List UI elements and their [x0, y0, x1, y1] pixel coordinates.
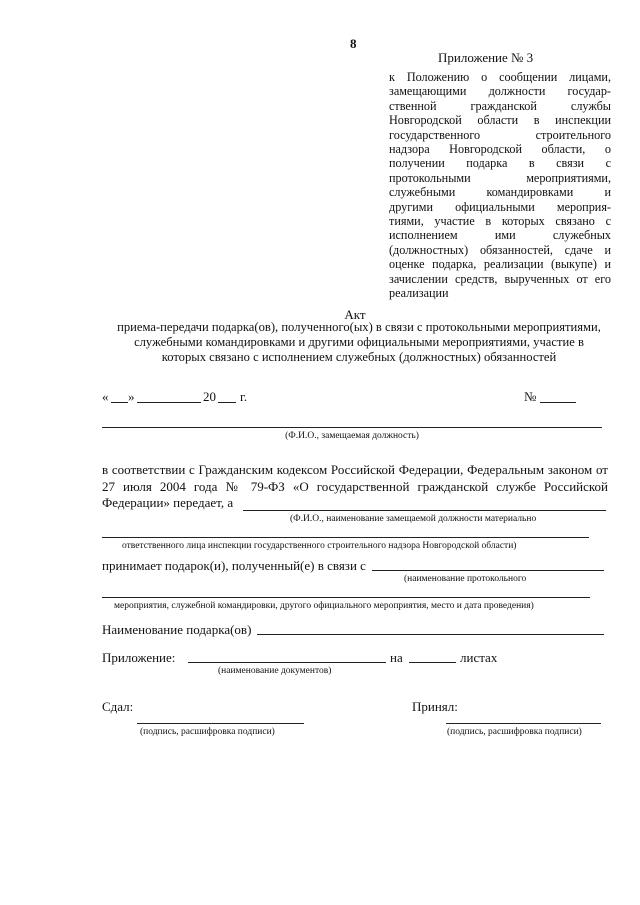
event-field-2[interactable] — [102, 597, 590, 598]
act-subtitle-line: служебными командировками и другими официальными мероприятиями, участие в — [134, 335, 584, 349]
annex-line: получении подарка в связи с — [389, 156, 611, 171]
annex-line: к Положению о сообщении лицами, — [389, 70, 611, 84]
accepted-signature-field[interactable] — [446, 723, 601, 724]
accepted-caption: (подпись, расшифровка подписи) — [447, 727, 582, 737]
paragraph-line: 27 июля 2004 года № 79-ФЗ «О государственной гражданской службе Российской — [102, 478, 608, 494]
annex-line: реализации — [389, 286, 449, 301]
event-field[interactable] — [372, 570, 604, 571]
annex-line: другими официальными мероприя- — [389, 199, 611, 214]
caption-fio-position: (Ф.И.О., замещаемая должность) — [285, 431, 419, 441]
annex-line: Новгородской области в инспекции — [389, 113, 611, 128]
attachment-on-label: на — [390, 650, 403, 665]
date-month-field[interactable] — [137, 402, 201, 403]
act-title: Акт — [344, 307, 366, 322]
responsible-person-field-2[interactable] — [102, 537, 589, 538]
paragraph-line: в соответствии с Гражданским кодексом Российской Федерации, Федеральным законом от — [102, 462, 608, 477]
handed-label: Сдал: — [102, 699, 134, 714]
annex-line: зачислении средств, вырученных от его — [389, 271, 611, 286]
date-close-quote: » — [128, 389, 135, 404]
date-open-quote: « — [102, 389, 109, 404]
annex-line: исполнением ими служебных — [389, 228, 611, 243]
paragraph-line: Федерации» передает, а — [102, 495, 234, 510]
handed-signature-field[interactable] — [137, 723, 304, 724]
caption-event-2: мероприятия, служебной командировки, другого официального мероприятия, место и дата проведения) — [114, 601, 534, 611]
accepts-label: принимает подарок(и), полученный(е) в связи с — [102, 558, 366, 573]
annex-line: замещающими должности государ- — [389, 84, 611, 99]
act-subtitle-line: приема-передачи подарка(ов), полученного(ых) в связи с протокольными мероприятиями, — [117, 320, 601, 334]
annex-line: надзора Новгородской области, о — [389, 142, 611, 157]
date-day-field[interactable] — [111, 402, 128, 403]
act-subtitle — [98, 320, 620, 365]
gift-name-label: Наименование подарка(ов) — [102, 622, 252, 637]
annex-line: тиями, участие в которых связано с — [389, 214, 611, 229]
act-subtitle-line: которых связано с исполнением служебных (должностных) обязанностей — [161, 350, 557, 364]
annex-line: протокольными мероприятиями, — [389, 170, 611, 185]
annex-line: государственного строительного — [389, 127, 611, 142]
date-year-field[interactable] — [218, 402, 236, 403]
attachment-docs-field[interactable] — [188, 662, 386, 663]
annex-text — [389, 70, 611, 301]
annex-line: (должностных) обязанностей, сдаче и — [389, 242, 611, 257]
caption-attachment: (наименование документов) — [218, 666, 332, 676]
handed-caption: (подпись, расшифровка подписи) — [140, 727, 275, 737]
page-number: 8 — [350, 36, 357, 51]
annex-line: служебными командировками и — [389, 185, 611, 200]
legal-paragraph — [102, 462, 608, 512]
number-field[interactable] — [540, 402, 576, 403]
caption-event-1: (наименование протокольного — [404, 574, 527, 584]
number-label: № — [524, 389, 537, 404]
annex-title: Приложение № 3 — [438, 50, 534, 65]
attachment-label: Приложение: — [102, 650, 176, 665]
responsible-person-field[interactable] — [243, 510, 606, 511]
caption-responsible-2: ответственного лица инспекции государственного строительного надзора Новгородской области) — [122, 541, 517, 551]
attachment-sheets-label: листах — [460, 650, 498, 665]
fio-position-field[interactable] — [102, 427, 602, 428]
accepted-label: Принял: — [412, 699, 458, 714]
date-year-prefix: 20 — [203, 389, 216, 404]
annex-line: оценке подарка, реализации (выкупе) и — [389, 257, 611, 272]
date-year-suffix: г. — [240, 389, 248, 404]
annex-line: ственной гражданской службы — [389, 98, 611, 113]
attachment-sheets-field[interactable] — [409, 662, 456, 663]
caption-responsible-1: (Ф.И.О., наименование замещаемой должности материально — [290, 514, 537, 524]
gift-name-field[interactable] — [257, 634, 604, 635]
